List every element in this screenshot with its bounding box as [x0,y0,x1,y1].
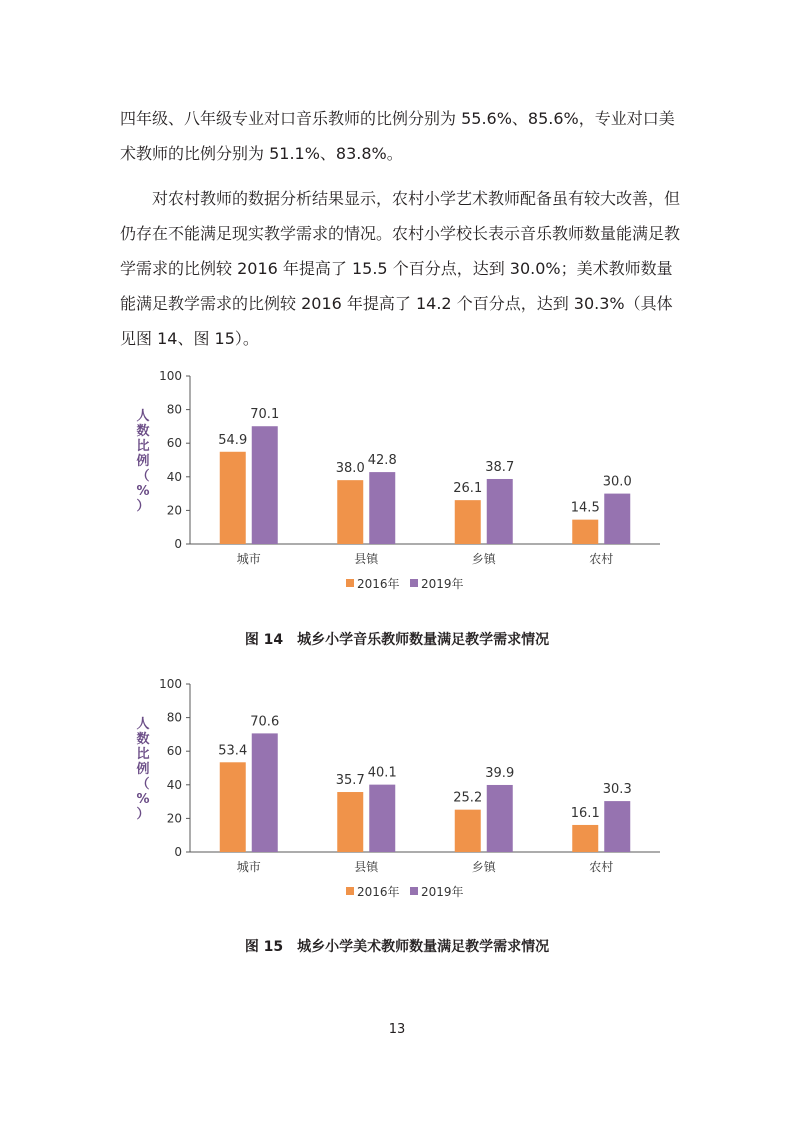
data-label: 42.8 [367,453,397,469]
bar-2019年-县镇 [369,785,395,852]
y-axis-label-char: （ [136,777,150,792]
bar-chart-svg [120,670,700,905]
y-tick-label: 100 [159,677,182,691]
y-tick-label: 80 [166,402,182,417]
y-tick-label: 40 [166,777,182,792]
figure-caption: 图 15 城乡小学美术教师数量满足教学需求情况 [244,939,550,955]
bar-2016年-城市 [220,762,246,852]
legend-swatch [410,887,418,895]
category-label: 农村 [589,860,614,874]
figure-14-music-teacher-chart [120,362,700,597]
figure-15-art-teacher-chart [120,670,700,905]
data-label: 53.4 [218,743,248,759]
legend-label: 2019年 [421,885,464,899]
data-label: 16.1 [570,805,600,821]
category-label: 农村 [589,552,614,566]
y-tick-label: 0 [174,845,182,859]
data-label: 70.1 [250,407,280,423]
y-axis-label-char: 数 [136,732,150,747]
y-tick-label: 60 [166,436,182,451]
y-axis-label-char: % [136,484,150,499]
y-axis-label-char: 比 [136,439,150,454]
data-label: 25.2 [453,790,483,806]
y-axis-label-char: % [136,792,150,807]
bar-2019年-乡镇 [487,479,513,544]
y-axis-label-char: 人 [136,409,150,424]
bar-2019年-乡镇 [487,785,513,852]
y-axis-label-char: ） [136,499,150,514]
category-label: 城市 [236,552,261,566]
y-axis-label-char: 例 [136,762,150,777]
data-label: 30.3 [602,782,632,798]
y-axis-label-char: 人 [136,717,150,732]
y-tick-label: 20 [166,811,182,826]
bar-2016年-农村 [572,825,598,852]
y-tick-label: 0 [174,537,182,551]
page-number: 13 [388,1022,406,1037]
y-axis-label-char: 数 [136,424,150,439]
bar-2016年-城市 [220,452,246,544]
data-label: 38.7 [485,459,515,475]
y-tick-label: 100 [159,369,182,383]
data-label: 54.9 [218,432,248,448]
category-label: 县镇 [354,552,379,566]
bar-2019年-农村 [604,494,630,544]
bar-2016年-县镇 [337,480,363,544]
data-label: 40.1 [367,765,397,781]
category-label: 县镇 [354,860,379,874]
bar-2019年-城市 [252,733,278,852]
data-label: 70.6 [250,714,280,730]
data-label: 35.7 [335,773,365,789]
data-label: 14.5 [570,500,600,516]
y-tick-label: 80 [166,710,182,725]
body-paragraph: 对农村教师的数据分析结果显示，农村小学艺术教师配备虽有较大改善，但仍存在不能满足现实教学需求的情况。农村小学校长表示音乐教师数量能满足教学需求的比例较 2016 年提高了 15.5 个百分点，达到 30.0%；美术教师数量能满足教学需求的比例较 2016 年提高了 14.2 个百分点，达到 30.3%（具体见图 14、图 15）。 [120,189,681,348]
y-axis-label-char: 例 [136,454,150,469]
y-tick-label: 60 [166,744,182,759]
legend-label: 2016年 [357,577,400,591]
y-axis-label-char: （ [136,469,150,484]
y-tick-label: 40 [166,469,182,484]
legend-swatch [346,887,354,895]
bar-chart-svg [120,362,700,597]
data-label: 39.9 [485,765,515,781]
data-label: 26.1 [453,481,483,497]
bar-2019年-县镇 [369,472,395,544]
data-label: 38.0 [335,461,365,477]
body-paragraph: 四年级、八年级专业对口音乐教师的比例分别为 55.6%、85.6%，专业对口美术教师的比例分别为 51.1%、83.8%。 [120,109,675,163]
y-axis-label-char: ） [136,807,150,822]
figure-caption: 图 14 城乡小学音乐教师数量满足教学需求情况 [244,632,550,648]
bar-2019年-农村 [604,801,630,852]
legend-swatch [410,579,418,587]
bar-2019年-城市 [252,426,278,544]
bar-2016年-县镇 [337,792,363,852]
y-axis-label-char: 比 [136,747,150,762]
legend-label: 2019年 [421,577,464,591]
bar-2016年-农村 [572,520,598,544]
category-label: 乡镇 [471,552,496,566]
category-label: 乡镇 [471,860,496,874]
bar-2016年-乡镇 [455,810,481,852]
bar-2016年-乡镇 [455,500,481,544]
data-label: 30.0 [602,474,632,490]
category-label: 城市 [236,860,261,874]
legend-label: 2016年 [357,885,400,899]
y-tick-label: 20 [166,503,182,518]
legend-swatch [346,579,354,587]
